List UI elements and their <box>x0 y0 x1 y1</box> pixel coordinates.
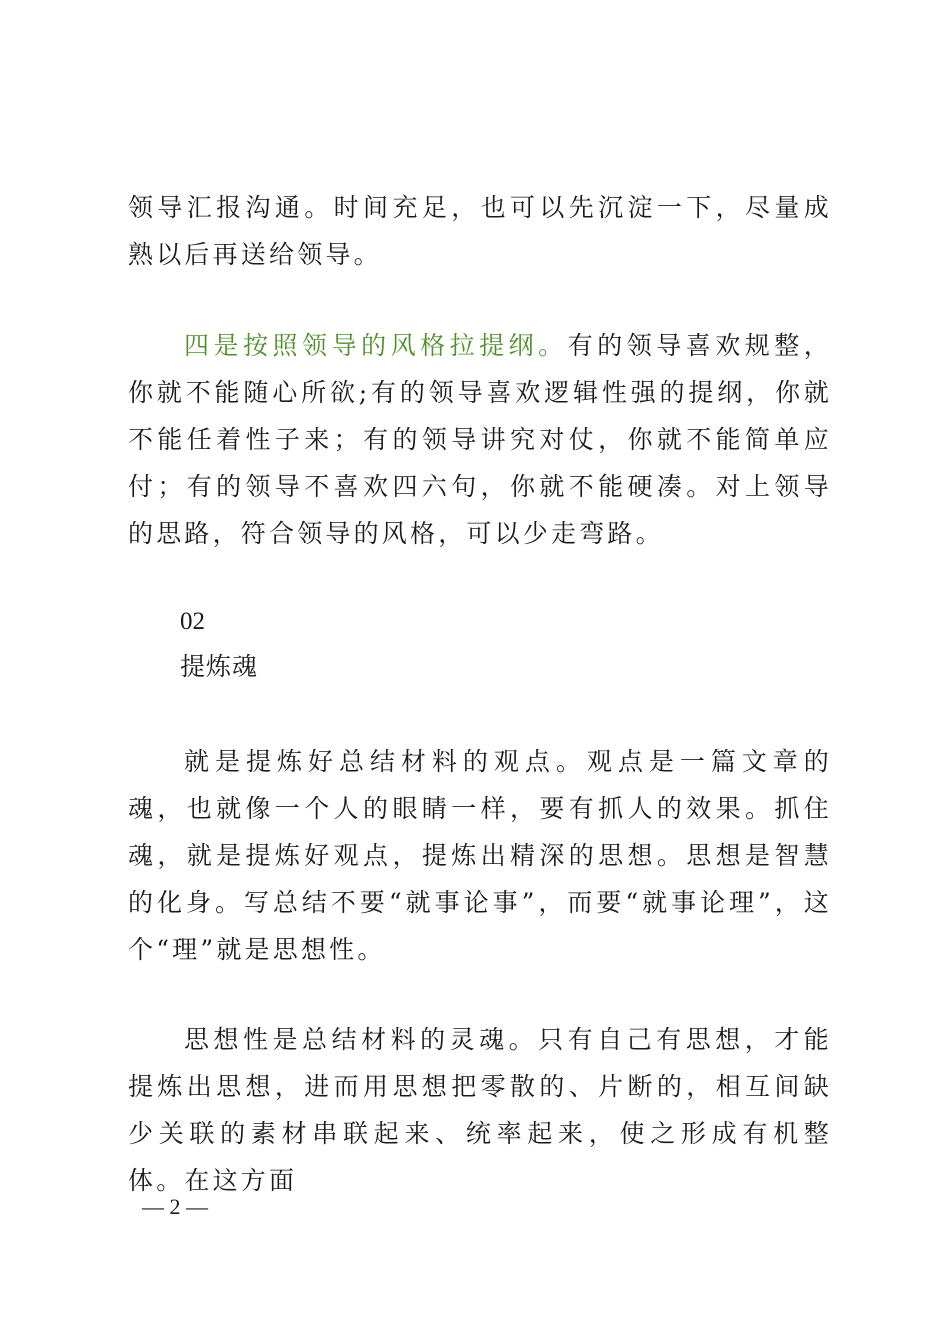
paragraph-2-highlight: 四是按照领导的风格拉提纲。 <box>184 331 568 360</box>
paragraph-4: 思想性是总结材料的灵魂。只有自己有思想，才能提炼出思想，进而用思想把零散的、片断的，相互间缺少关联的素材串联起来、统率起来，使之形成有机整体。在这方面 <box>128 1025 832 1195</box>
paragraph-3: 就是提炼好总结材料的观点。观点是一篇文章的魂，也就像一个人的眼睛一样，要有抓人的效果。抓住魂，就是提炼好观点，提炼出精深的思想。思想是智慧的化身。写总结不要“就事论事”，而要“就事论理”，这个“理”就是思想性。 <box>128 747 832 964</box>
page-number: — 2 — <box>142 1194 208 1219</box>
section-title: 提炼魂 <box>180 654 259 681</box>
section-number: 02 <box>180 608 205 635</box>
paragraph-1: 领导汇报沟通。时间充足，也可以先沉淀一下，尽量成熟以后再送给领导。 <box>128 193 832 269</box>
paragraph-2 <box>128 322 832 557</box>
paragraph-2-text: 有的领导喜欢规整，你就不能随心所欲;有的领导喜欢逻辑性强的提纲，你就不能任着性子来；有的领导讲究对仗，你就不能简单应付；有的领导不喜欢四六句，你就不能硬凑。对上领导的思路，符合领导的风格，可以少走弯路。 <box>128 331 832 548</box>
